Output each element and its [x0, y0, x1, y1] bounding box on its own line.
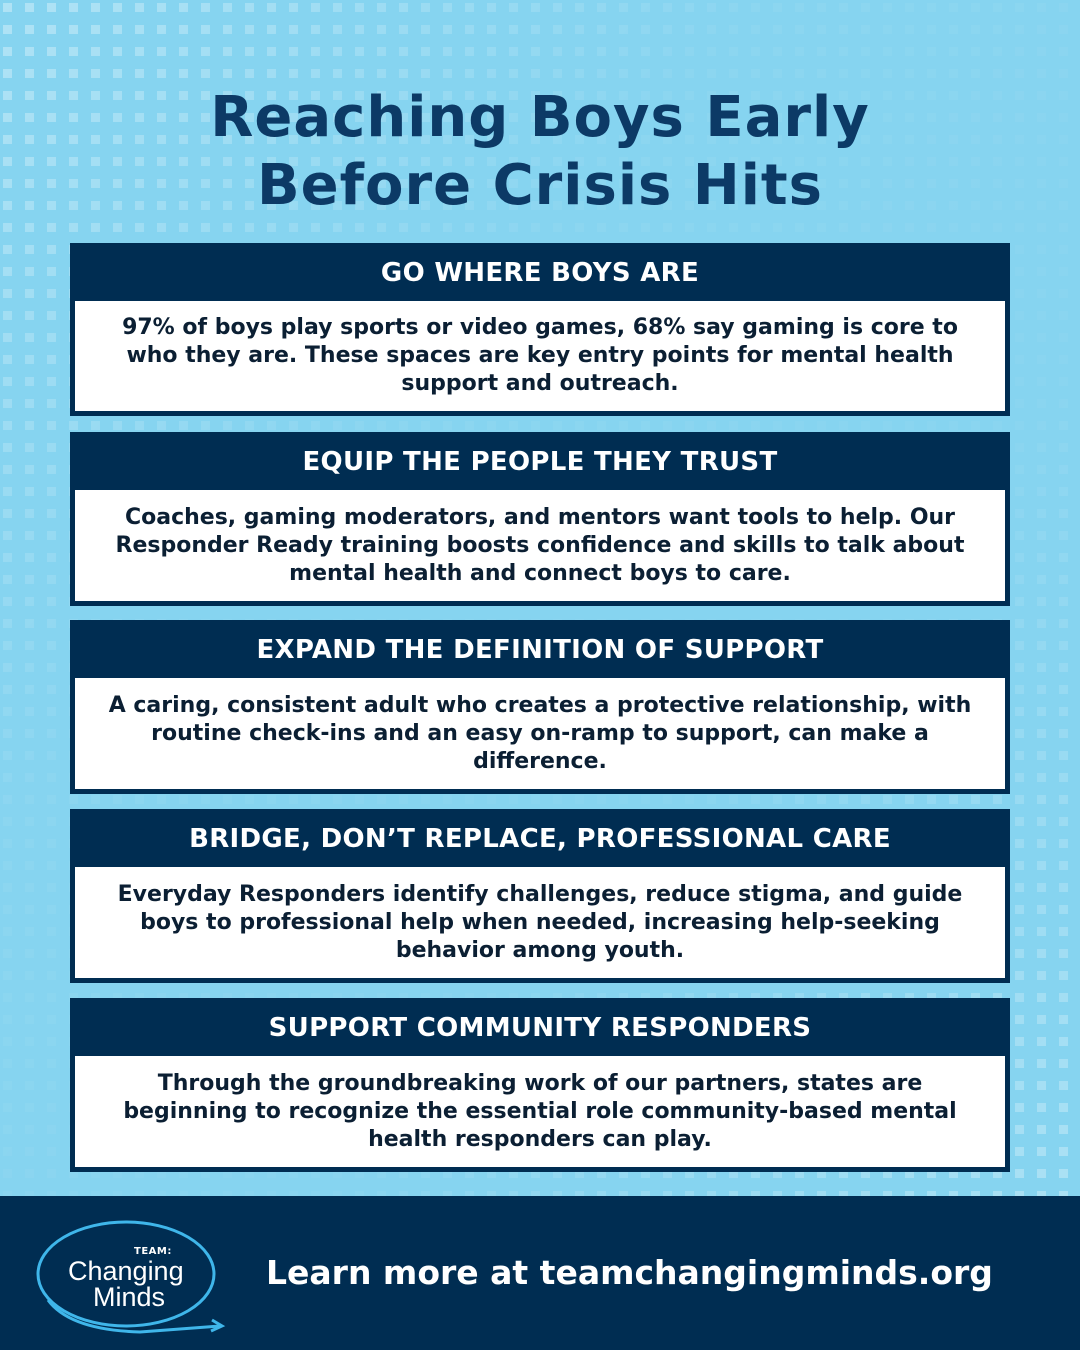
card-bridge-dont-replace [70, 809, 1010, 983]
logo-word-minds: Minds [93, 1282, 166, 1312]
logo-word-changing: Changing [68, 1256, 184, 1286]
card-expand-definition-of-support [70, 620, 1010, 794]
team-changing-minds-logo[interactable] [30, 1210, 230, 1336]
footer-bar [0, 1196, 1080, 1350]
card-heading: EQUIP THE PEOPLE THEY TRUST [302, 447, 778, 477]
card-heading: SUPPORT COMMUNITY RESPONDERS [268, 1013, 812, 1043]
title-line-1: Reaching Boys Early [210, 85, 870, 150]
card-body: Coaches, gaming moderators, and mentors want tools to help. Our Responder Ready training boosts confidence and skills to talk about mental health and connect boys to care. [75, 490, 1005, 601]
card-heading: BRIDGE, DON’T REPLACE, PROFESSIONAL CARE [189, 824, 891, 854]
card-heading: EXPAND THE DEFINITION OF SUPPORT [256, 635, 824, 665]
title-line-2: Before Crisis Hits [256, 153, 824, 218]
logo-team-label: TEAM: [134, 1246, 172, 1257]
website-link[interactable]: Learn more at teamchangingminds.org [266, 1253, 993, 1292]
card-body: Everyday Responders identify challenges, reduce stigma, and guide boys to professional help when needed, increasing help-seeking behavior among youth. [75, 867, 1005, 978]
card-go-where-boys-are [70, 243, 1010, 416]
card-body: Through the groundbreaking work of our partners, states are beginning to recognize the essential role community-based mental health responders can play. [75, 1056, 1005, 1167]
page-title [0, 84, 1080, 220]
card-body: A caring, consistent adult who creates a protective relationship, with routine check-ins and an easy on-ramp to support, can make a difference. [75, 678, 1005, 789]
card-heading: GO WHERE BOYS ARE [380, 258, 700, 288]
card-body: 97% of boys play sports or video games, 68% say gaming is core to who they are. These spaces are key entry points for mental health support and outreach. [75, 301, 1005, 411]
card-support-community-responders [70, 998, 1010, 1172]
card-equip-people-they-trust [70, 432, 1010, 606]
